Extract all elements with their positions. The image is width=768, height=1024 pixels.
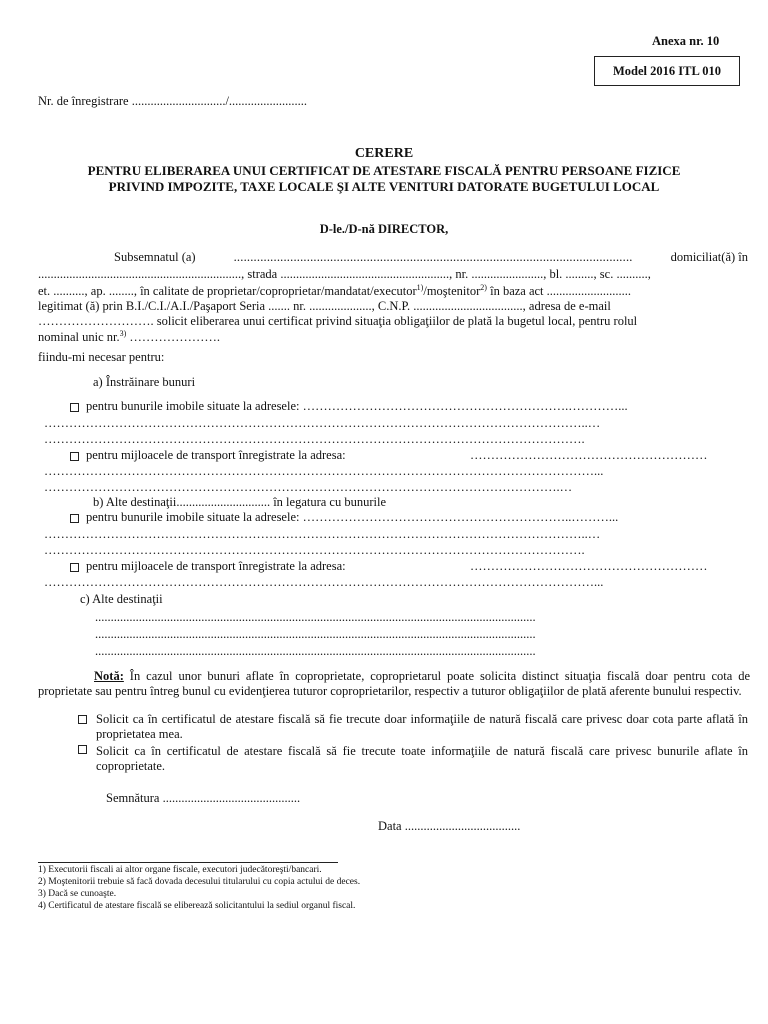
footnote-4: 4) Certificatul de atestare fiscală se eliberează solicitantului la sediul organul fiscal. xyxy=(38,901,356,911)
document-subtitle-line2: PRIVIND IMPOZITE, TAXE LOCALE ŞI ALTE VENITURI DATORATE BUGETULUI LOCAL xyxy=(108,179,660,194)
capacity-text: et. .........., ap. ........, în calitate de proprietar/coproprietar/mandatat/executor xyxy=(38,284,417,299)
section-a-transport-label: pentru mijloacele de transport înregistrate la adresa: xyxy=(86,448,346,462)
role-number-line xyxy=(38,329,220,345)
name-field[interactable]: ........................................................................................................................ xyxy=(233,250,633,264)
note-label: Notă: xyxy=(94,669,124,683)
registration-number-field[interactable]: Nr. de înregistrare ............................../......................... xyxy=(38,94,308,108)
checkbox-a-transport[interactable] xyxy=(70,452,79,461)
note-text: În cazul unor bunuri aflate în coproprietate, coproprietarul poate solicita distinct situaţia fiscală doar pentru cota de proprietate sau pentru întreg bunul cu evidenţierea tuturor coproprietarilor, respectiv a tuturor obligaţiilor de plată aferente bunului respectiv. xyxy=(38,669,750,698)
role-number-field[interactable]: …………………. xyxy=(126,330,221,345)
section-b-imobile-field[interactable]: pentru bunurile imobile situate la adresele: ………………………………………………………..………... xyxy=(86,510,619,524)
section-c-line2[interactable]: ............................................................................................................................................. xyxy=(95,627,536,641)
section-b-label: b) Alte destinaţii.............................. în legatura cu bunurile xyxy=(93,495,386,509)
section-c-line1[interactable]: ............................................................................................................................................. xyxy=(95,610,536,624)
note-paragraph xyxy=(38,669,750,699)
section-b-transport-label: pentru mijloacele de transport înregistrate la adresa: xyxy=(86,559,346,573)
option-own-share-text: Solicit ca în certificatul de atestare fiscală să fie trecute doar informaţiile de natură fiscală care privesc doar cota parte aflată în proprietatea mea. xyxy=(96,712,748,741)
annex-number: Anexa nr. 10 xyxy=(652,34,720,48)
document-subtitle-line1: PENTRU ELIBERAREA UNUI CERTIFICAT DE ATESTARE FISCALĂ PENTRU PERSOANE FIZICE xyxy=(87,163,681,178)
checkbox-b-transport[interactable] xyxy=(70,563,79,572)
heir-text: /moştenitor xyxy=(423,284,481,299)
document-title: CERERE xyxy=(354,146,414,161)
section-a-imobile-cont2[interactable]: …………………………………………………………………………………………………………………. xyxy=(44,432,585,446)
undersigned-label: Subsemnatul (a) xyxy=(114,250,196,264)
checkbox-option-all-coowners[interactable] xyxy=(78,745,87,754)
section-c-label: c) Alte destinaţii xyxy=(80,592,163,606)
model-code-box xyxy=(594,56,740,86)
section-b-imobile-cont1[interactable]: …………………………………………………………………………………………………………………..… xyxy=(44,527,601,541)
checkbox-option-own-share[interactable] xyxy=(78,715,87,724)
date-field[interactable]: Data ..................................... xyxy=(378,819,521,833)
deed-field[interactable]: în baza act ........................... xyxy=(486,284,632,299)
model-code: Model 2016 ITL 010 xyxy=(613,63,721,78)
section-b-transport-cont1[interactable]: ……………………………………………………………………………………………………………………... xyxy=(44,575,604,589)
checkbox-b-imobile[interactable] xyxy=(70,514,79,523)
addressee: D-le./D-nă DIRECTOR, xyxy=(319,222,449,236)
purpose-label: fiindu-mi necesar pentru: xyxy=(38,350,165,364)
id-document-line[interactable]: legitimat (ă) prin B.I./C.I./A.I./Paşaport Seria ....... nr. ...................., C.N.P. ..................................., adresa de e-mail xyxy=(38,299,611,313)
section-a-label: a) Înstrăinare bunuri xyxy=(93,375,196,389)
option-all-coowners-text: Solicit ca în certificatul de atestare fiscală să fie trecute toate informaţiile de natură fiscală care privesc bunurile aflate în coproprietate. xyxy=(96,744,748,773)
section-a-imobile-field[interactable]: pentru bunurile imobile situate la adresele: ……………………………………………………….…………... xyxy=(86,399,628,413)
address-line[interactable]: ................................................................., strada ......................................................, nr. ......................., bl. ........., sc. .........., xyxy=(38,267,651,281)
footnote-divider xyxy=(38,862,338,863)
body-line-1 xyxy=(38,250,748,265)
section-a-transport-cont1[interactable]: ……………………………………………………………………………………………………………………... xyxy=(44,464,604,478)
footnote-ref-1: 1) xyxy=(416,283,424,292)
checkbox-a-imobile[interactable] xyxy=(70,403,79,412)
request-line[interactable]: ………………………. solicit eliberarea unui certificat privind situaţia obligaţiilor de plată la bugetul local, pentru rolul xyxy=(38,314,638,328)
footnote-1: 1) Executorii fiscali ai altor organe fiscale, executori judecătoreşti/bancari. xyxy=(38,865,322,875)
section-a-transport-cont2[interactable]: …………………………………………………………………………………………………………….… xyxy=(44,480,573,494)
section-a-transport-field[interactable]: ………………………………………………… xyxy=(470,448,708,462)
footnote-ref-3: 3) xyxy=(119,329,127,338)
footnote-ref-2: 2) xyxy=(480,283,487,292)
section-b-imobile-cont2[interactable]: …………………………………………………………………………………………………………………. xyxy=(44,543,585,557)
role-number-label: nominal unic nr. xyxy=(38,330,120,345)
signature-field[interactable]: Semnătura ............................................ xyxy=(106,791,301,805)
capacity-line xyxy=(38,283,631,299)
section-b-transport-field[interactable]: ………………………………………………… xyxy=(470,559,708,573)
footnote-3: 3) Dacă se cunoaşte. xyxy=(38,889,117,899)
section-c-line3[interactable]: ............................................................................................................................................. xyxy=(95,644,536,658)
domicile-label: domiciliat(ă) în xyxy=(670,250,748,264)
footnote-2: 2) Moştenitorii trebuie să facă dovada decesului titularului cu copia actului de deces. xyxy=(38,877,361,887)
section-a-imobile-cont1[interactable]: …………………………………………………………………………………………………………………..… xyxy=(44,416,601,430)
